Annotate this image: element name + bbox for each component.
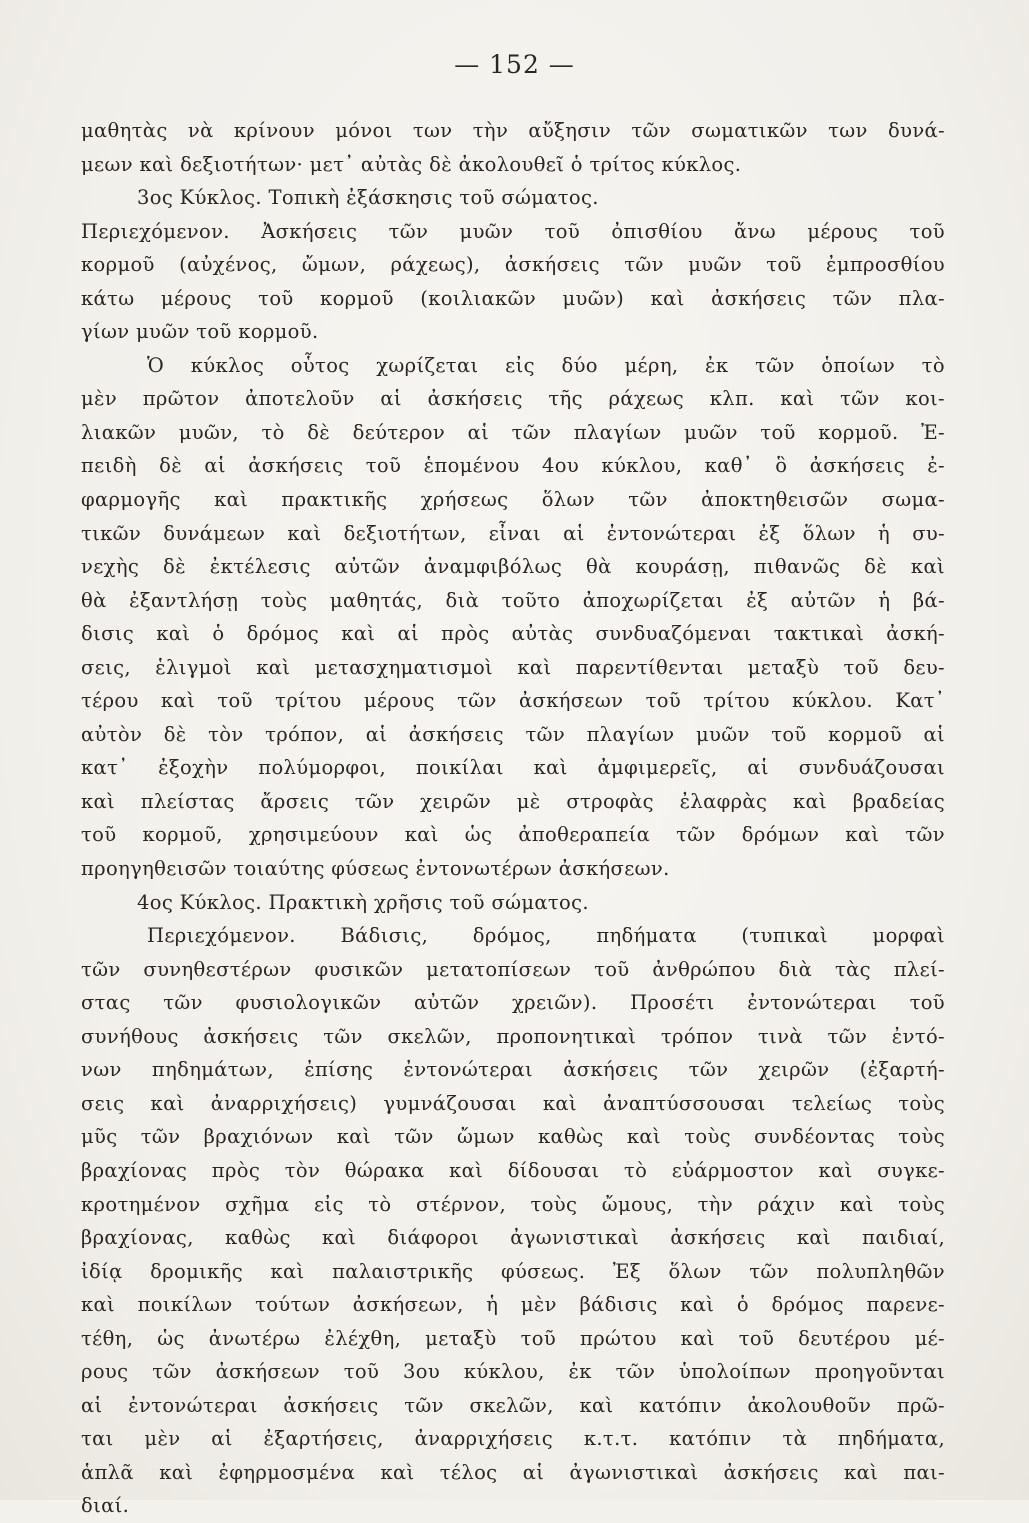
text-line: τέρου καὶ τοῦ τρίτου μέρους τῶν ἀσκήσεων τοῦ τρίτου κύκλου. Κατ᾽: [81, 689, 945, 713]
text-line: φαρμογῆς καὶ πρακτικῆς χρήσεως ὅλων τῶν ἀποκτηθεισῶν σωμα-: [81, 488, 945, 512]
text-line: γίων μυῶν τοῦ κορμοῦ.: [81, 320, 319, 344]
text-line: στας τῶν φυσιολογικῶν αὐτῶν χρειῶν). Προσέτι ἐντονώτεραι τοῦ: [81, 991, 945, 1015]
text-line: αἱ ἐντονώτεραι ἀσκήσεις τῶν σκελῶν, καὶ κατόπιν ἀκολουθοῦν πρῶ-: [81, 1393, 945, 1417]
text-line: καὶ ποικίλων τούτων ἀσκήσεων, ἡ μὲν βάδισις καὶ ὁ δρόμος παρενε-: [81, 1293, 945, 1317]
text-line: τέθη, ὡς ἀνωτέρω ἐλέχθη, μεταξὺ τοῦ πρώτου καὶ τοῦ δευτέρου μέ-: [81, 1326, 945, 1350]
text-line: διαί.: [81, 1494, 130, 1518]
text-line: προηγηθεισῶν τοιαύτης φύσεως ἐντονωτέρων ἀσκήσεων.: [81, 857, 670, 881]
text-line: κορμοῦ (αὐχένος, ὤμων, ράχεως), ἀσκήσεις τῶν μυῶν τοῦ ἐμπροσθίου: [81, 253, 945, 277]
text-line: τῶν συνηθεστέρων φυσικῶν μετατοπίσεων τοῦ ἀνθρώπου διὰ τὰς πλεί-: [81, 957, 945, 981]
text-line: ρους τῶν ἀσκήσεων τοῦ 3ου κύκλου, ἐκ τῶν ὑπολοίπων προηγοῦνται: [81, 1360, 945, 1384]
text-line: καὶ πλείστας ἄρσεις τῶν χειρῶν μὲ στροφὰς ἐλαφρὰς καὶ βραδείας: [81, 789, 945, 813]
text-line: σεις καὶ ἀναρριχήσεις) γυμνάζουσαι καὶ ἀναπτύσσουσαι τελείως τοὺς: [81, 1091, 945, 1115]
text-line: Περιεχόμενον. Βάδισις, δρόμος, πηδήματα (τυπικαὶ μορφαὶ: [147, 924, 945, 948]
page-number: — 152 —: [454, 50, 575, 79]
text-line: ται μὲν αἱ ἐξαρτήσεις, ἀναρριχήσεις κ.τ.τ. κατόπιν τὰ πηδήματα,: [81, 1427, 945, 1451]
text-line: ἰδίᾳ δρομικῆς καὶ παλαιστρικῆς φύσεως. Ἐξ ὅλων τῶν πολυπληθῶν: [81, 1259, 945, 1283]
text-line: συνήθους ἀσκήσεις τῶν σκελῶν, προπονητικαὶ τρόπον τινὰ τῶν ἐντό-: [81, 1024, 945, 1048]
body-text: [81, 114, 945, 1523]
text-line: δισις καὶ ὁ δρόμος καὶ αἱ πρὸς αὐτὰς συνδυαζόμεναι τακτικαὶ ἀσκή-: [81, 622, 945, 646]
text-line: Ὁ κύκλος οὗτος χωρίζεται εἰς δύο μέρη, ἐκ τῶν ὁποίων τὸ: [147, 353, 945, 377]
text-line: ἁπλᾶ καὶ ἐφηρμοσμένα καὶ τέλος αἱ ἀγωνιστικαὶ ἀσκήσεις καὶ παι-: [81, 1460, 945, 1484]
text-line: σεις, ἑλιγμοὶ καὶ μετασχηματισμοὶ καὶ παρεντίθενται μεταξὺ τοῦ δευ-: [81, 655, 945, 679]
text-line: κατ᾽ ἐξοχὴν πολύμορφοι, ποικίλαι καὶ ἀμφιμερεῖς, αἱ συνδυάζουσαι: [81, 756, 945, 780]
text-line: τικῶν δυνάμεων καὶ δεξιοτήτων, εἶναι αἱ ἐντονώτεραι ἐξ ὅλων ἡ συ-: [81, 521, 945, 545]
text-line: λιακῶν μυῶν, τὸ δὲ δεύτερον αἱ τῶν πλαγίων μυῶν τοῦ κορμοῦ. Ἐ-: [81, 420, 945, 444]
text-line: πειδὴ δὲ αἱ ἀσκήσεις τοῦ ἑπομένου 4ου κύκλου, καθ᾽ ὃ ἀσκήσεις ἐ-: [81, 454, 945, 478]
text-line: θὰ ἐξαντλήσῃ τοὺς μαθητάς, διὰ τοῦτο ἀποχωρίζεται ἐξ αὐτῶν ἡ βά-: [81, 588, 945, 612]
text-line: νεχὴς δὲ ἐκτέλεσις αὐτῶν ἀναμφιβόλως θὰ κουράσῃ, πιθανῶς δὲ καὶ: [81, 555, 945, 579]
section-heading-3: 3ος Κύκλος. Τοπικὴ ἐξάσκησις τοῦ σώματος.: [137, 186, 599, 210]
text-line: μῦς τῶν βραχιόνων καὶ τῶν ὤμων καθὼς καὶ τοὺς συνδέοντας τοὺς: [81, 1125, 945, 1149]
text-line: νων πηδημάτων, ἐπίσης ἐντονώτεραι ἀσκήσεις τῶν χειρῶν (ἐξαρτή-: [81, 1058, 945, 1082]
text-line: Περιεχόμενον. Ἀσκήσεις τῶν μυῶν τοῦ ὀπισθίου ἄνω μέρους τοῦ: [81, 219, 945, 243]
text-line: τοῦ κορμοῦ, χρησιμεύουν καὶ ὡς ἀποθεραπεία τῶν δρόμων καὶ τῶν: [81, 823, 945, 847]
text-line: κάτω μέρους τοῦ κορμοῦ (κοιλιακῶν μυῶν) καὶ ἀσκήσεις τῶν πλα-: [81, 286, 945, 310]
text-line: αὐτὸν δὲ τὸν τρόπον, αἱ ἀσκήσεις τῶν πλαγίων μυῶν τοῦ κορμοῦ αἱ: [81, 722, 945, 746]
section-heading-4: 4ος Κύκλος. Πρακτικὴ χρῆσις τοῦ σώματος.: [137, 890, 589, 914]
text-line: βραχίονας, καθὼς καὶ διάφοροι ἀγωνιστικαὶ ἀσκήσεις καὶ παιδιαί,: [81, 1226, 945, 1250]
text-line: μεων καὶ δεξιοτήτων· μετ᾽ αὐτὰς δὲ ἀκολουθεῖ ὁ τρίτος κύκλος.: [81, 152, 742, 176]
text-line: κροτημένον σχῆμα εἰς τὸ στέρνον, τοὺς ὤμους, τὴν ράχιν καὶ τοὺς: [81, 1192, 945, 1216]
text-line: βραχίονας πρὸς τὸν θώρακα καὶ δίδουσαι τὸ εὐάρμοστον καὶ συγκε-: [81, 1158, 945, 1182]
text-line: μαθητὰς νὰ κρίνουν μόνοι των τὴν αὔξησιν τῶν σωματικῶν των δυνά-: [81, 119, 945, 142]
text-line: μὲν πρῶτον ἀποτελοῦν αἱ ἀσκήσεις τῆς ράχεως κλπ. καὶ τῶν κοι-: [81, 387, 945, 411]
